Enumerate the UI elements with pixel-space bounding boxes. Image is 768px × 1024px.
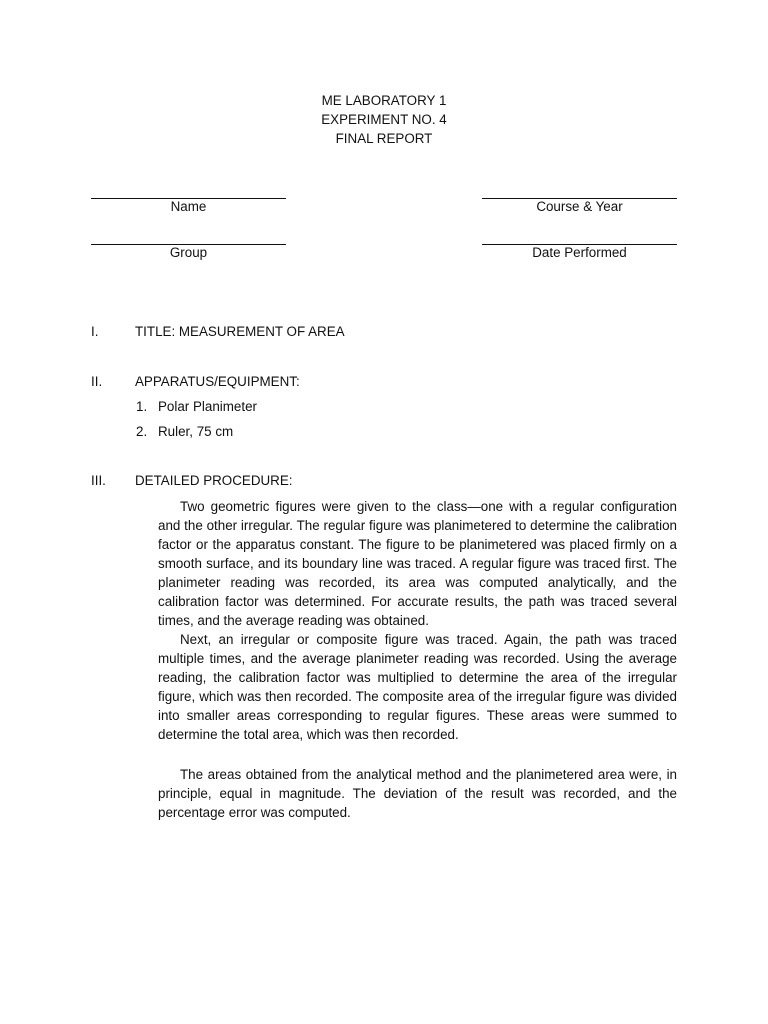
list-item <box>136 423 233 441</box>
report-header <box>0 91 768 148</box>
procedure-paragraph-3: The areas obtained from the analytical method and the planimetered area were, in principle, equal in magnitude. The deviation of the result was recorded, and the percentage error was computed. <box>158 767 677 820</box>
section-heading: DETAILED PROCEDURE: <box>135 473 293 488</box>
procedure-paragraph-2: Next, an irregular or composite figure was traced. Again, the path was traced multiple times, and the average planimeter reading was recorded. Using the average reading, the calibration factor was multiplied to determine the area of the irregular figure, which was then recorded. The composite area of the irregular figure was divided into smaller areas corresponding to regular figures. These areas were summed to determine the total area, which was then recorded. <box>158 632 677 742</box>
date-performed-field[interactable] <box>482 244 677 261</box>
name-field[interactable] <box>91 198 286 215</box>
course-year-field[interactable] <box>482 198 677 215</box>
list-item <box>136 398 257 416</box>
date-performed-label: Date Performed <box>532 245 627 260</box>
section-heading: APPARATUS/EQUIPMENT: <box>135 374 300 389</box>
group-field[interactable] <box>91 244 286 261</box>
list-item-number: 2. <box>136 424 148 439</box>
procedure-paragraph-1: Two geometric figures were given to the class—one with a regular configuration and the other irregular. The regular figure was planimetered to determine the calibration factor or the apparatus constant. The figure to be planimetered was placed firmly on a smooth surface, and its boundary line was traced. A regular figure was traced first. The planimeter reading was recorded, its area was computed analytically, and the calibration factor was determined. For accurate results, the path was traced several times, and the average reading was obtained. <box>158 499 677 628</box>
name-label: Name <box>170 199 207 214</box>
header-line-3: FINAL REPORT <box>335 131 433 146</box>
section-number: I. <box>91 324 99 339</box>
group-label: Group <box>169 245 208 260</box>
list-item-number: 1. <box>136 399 148 414</box>
header-line-2: EXPERIMENT NO. 4 <box>321 112 447 127</box>
course-year-label: Course & Year <box>536 199 623 214</box>
list-item-text: Ruler, 75 cm <box>158 424 234 439</box>
header-line-1: ME LABORATORY 1 <box>321 93 447 108</box>
section-heading: TITLE: MEASUREMENT OF AREA <box>135 324 345 339</box>
list-item-text: Polar Planimeter <box>158 399 257 414</box>
section-number: III. <box>91 473 106 488</box>
section-number: II. <box>91 374 103 389</box>
